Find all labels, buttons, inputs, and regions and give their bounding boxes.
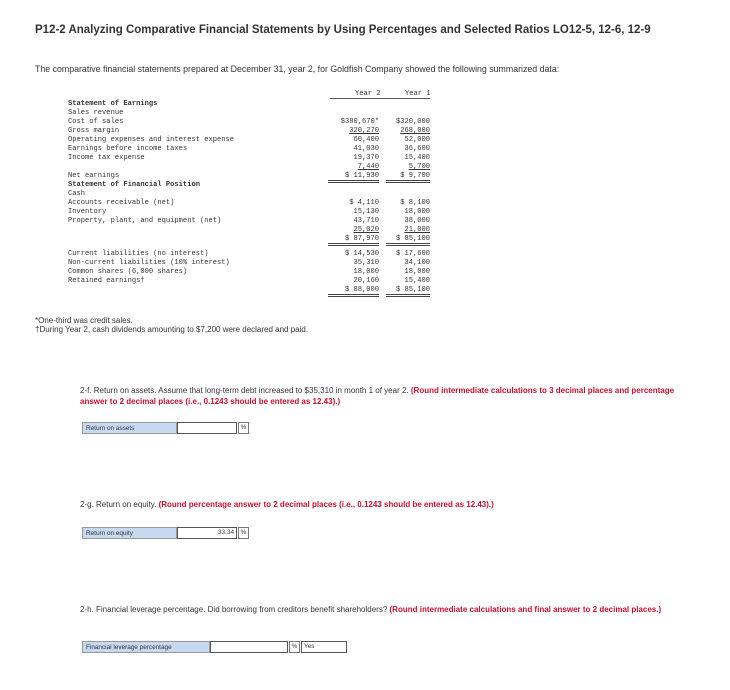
statement-row-label: Property, plant, and equipment (net) [68,217,222,225]
statement-row-label: Retained earnings† [68,277,145,285]
year1-value: 268,000 [400,127,430,135]
roe-percent-sign: % [238,527,249,539]
roa-percent-sign: % [238,422,249,434]
statement-row-label: Gross margin [68,127,120,135]
statement-row [68,250,448,259]
statement-row [68,226,448,235]
statement-row-label: Inventory [68,208,107,216]
answer-row-roa [82,422,262,436]
question-2h-text: 2-h. Financial leverage percentage. Did borrowing from creditors benefit shareholders? [80,605,388,614]
statement-row-label: Operating expenses and interest expense [68,136,235,144]
year2-value: $ 11,930 [328,172,379,183]
statement-row-label: Common shares (6,000 shares) [68,268,188,276]
year2-value: $ 87,970 [328,235,379,246]
question-2f-instruction: (Round intermediate calculations to 3 decimal places and percentage answer to 2 decimal places (i.e., 0.1243 should be entered as 12.43).) [80,386,675,406]
leverage-label: Financial leverage percentage [82,641,210,653]
year2-value: 25,020 [353,226,379,234]
statement-row [68,127,448,136]
year2-value: 20,160 [353,277,379,285]
year1-value: 18,000 [404,268,430,276]
statement-row-label: Sales revenue [68,109,124,117]
year1-value: $ 9,700 [386,172,430,183]
year2-header: Year 2 [355,90,381,98]
year2-value: 320,270 [349,127,379,135]
statement-row-label: Cost of sales [68,118,124,126]
year2-value: 19,370 [353,154,379,162]
statement-row-label: Statement of Earnings [68,100,158,108]
answer-row-leverage [82,641,352,655]
statement-row [68,217,448,226]
statement-row-label: Cash [68,190,86,198]
statement-row [68,163,448,172]
year2-value: 15,130 [353,208,379,216]
year2-value: 18,000 [353,268,379,276]
statement-row [68,136,448,145]
statement-row [68,181,448,190]
year1-value: $ 85,100 [386,286,430,297]
statement-row [68,145,448,154]
statement-row-label: Statement of Financial Position [68,181,200,189]
question-2f [80,385,680,407]
leverage-percent-sign: % [289,641,300,653]
statement-row [68,172,448,181]
year1-value: 34,100 [404,259,430,267]
statement-row [68,235,448,244]
statement-row [68,268,448,277]
roe-label: Return on equity [82,527,177,539]
statement-row-label: Non-current liabilities (10% interest) [68,259,230,267]
year2-value: $380,670* [340,118,379,126]
year1-value: 21,000 [404,226,430,234]
year1-value: $ 85,100 [386,235,430,246]
statement-row-label: Current liabilities (no interest) [68,250,209,258]
year2-value: 35,310 [353,259,379,267]
year1-value: 36,600 [404,145,430,153]
statement-row [68,208,448,217]
statement-row-label: Earnings before income taxes [68,145,188,153]
year1-value: $320,000 [395,118,430,126]
statement-row [68,118,448,127]
statement-row [68,154,448,163]
statement-row-label: Net earnings [68,172,120,180]
year1-value: 15,400 [404,277,430,285]
financial-statements [68,90,448,296]
year2-value: 41,030 [353,145,379,153]
question-2g [80,499,680,510]
year1-value: 5,700 [408,163,430,171]
roa-input[interactable] [177,422,237,434]
statement-row [68,190,448,199]
year2-value: $ 14,530 [344,250,379,258]
problem-title: P12-2 Analyzing Comparative Financial Statements by Using Percentages and Selected Ratios LO12-5, 12-6, 12-9 [35,24,651,36]
statement-row [68,100,448,109]
statement-row [68,286,448,295]
year1-value: 38,000 [404,217,430,225]
statement-row-label: Accounts receivable (net) [68,199,175,207]
year1-value: $ 17,600 [395,250,430,258]
answer-row-roe [82,527,262,541]
footnote-dividends: †During Year 2, cash dividends amounting to $7,200 were declared and paid. [35,325,309,334]
year2-value: 60,400 [353,136,379,144]
year1-header: Year 1 [405,90,431,98]
footnote-credit-sales: *One-third was credit sales. [35,316,133,325]
borrowing-benefit-select[interactable]: Yes [301,641,347,653]
year2-value: $ 88,000 [328,286,379,297]
year1-value: $ 8,100 [400,199,430,207]
statement-row [68,259,448,268]
year2-value: $ 4,110 [349,199,379,207]
statement-row [68,199,448,208]
statement-row [68,277,448,286]
question-2g-instruction: (Round percentage answer to 2 decimal places (i.e., 0.1243 should be entered as 12.43).) [158,500,494,509]
statement-row [68,109,448,118]
year1-value: 52,000 [404,136,430,144]
year2-value: 43,710 [353,217,379,225]
statement-row-label: Income tax expense [68,154,145,162]
year1-value: 15,400 [404,154,430,162]
question-2g-text: 2-g. Return on equity. [80,500,157,509]
question-2h-instruction: (Round intermediate calculations and final answer to 2 decimal places.) [389,605,662,614]
roe-input[interactable]: 33.34 [177,527,237,539]
year1-value: 18,000 [404,208,430,216]
year2-value: 7,440 [357,163,379,171]
intro-text: The comparative financial statements prepared at December 31, year 2, for Goldfish Company showed the following summarized data: [35,64,560,74]
roa-label: Return on assets [82,422,177,434]
question-2h [80,604,680,615]
leverage-input[interactable] [210,641,288,653]
question-2f-text: 2-f. Return on assets. Assume that long-term debt increased to $35,310 in month 1 of year 2. [80,386,409,395]
header-rule [330,98,430,99]
